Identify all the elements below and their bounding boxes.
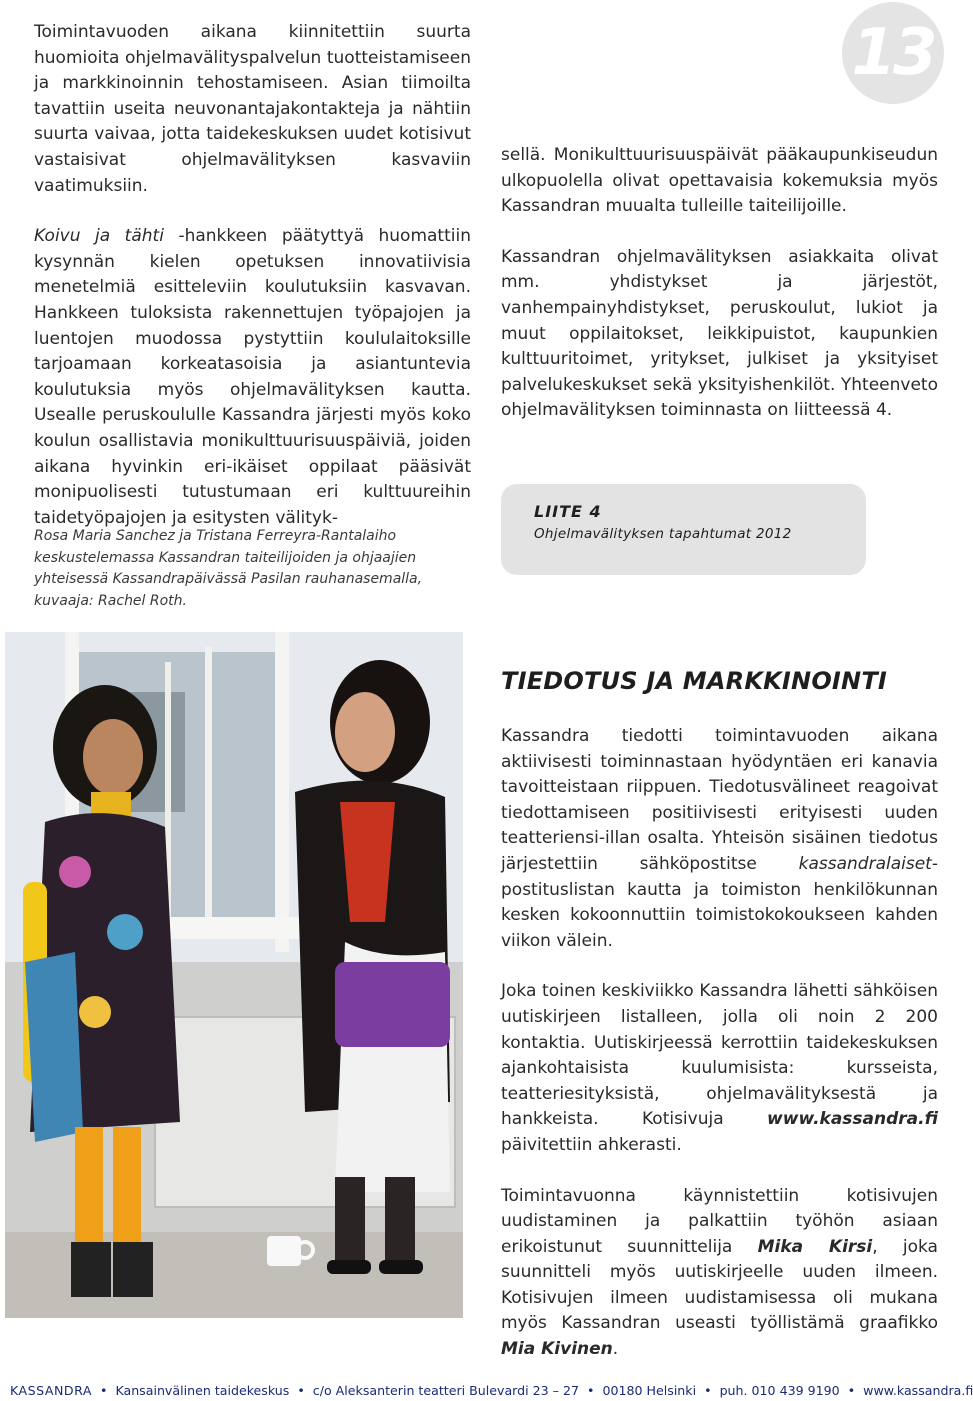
paragraph: [501, 979, 938, 1158]
right-column-top: [501, 143, 938, 424]
footer-separator: •: [297, 1383, 305, 1398]
footer-separator: •: [587, 1383, 595, 1398]
paragraph-text: -postituslistan kautta ja toimiston henkilökunnan kesken kokoonnuttiin toimistokokoukseen kahden viikon välein.: [501, 853, 938, 951]
caption-line: yhteisessä Kassandrapäivässä Pasilan rauhanasemalla,: [34, 571, 423, 587]
paragraph: Kassandran ohjelmavälityksen asiakkaita olivat mm. yhdistykset ja järjestöt, vanhempainyhdistykset, peruskoulut, lukiot ja muut oppilaitokset, leikkipuistot, kaupunkien kulttuuritoimet, yritykset, julkiset ja yksityiset palvelukeskukset sekä yksityishenkilöt. Yhteenveto ohjelmavälityksen toiminnasta on liitteessä 4.: [501, 246, 938, 421]
mailing-list-name: kassandralaiset: [798, 853, 932, 874]
paragraph: [501, 1184, 938, 1363]
appendix-box: [501, 484, 866, 575]
footer-separator: •: [704, 1383, 712, 1398]
appendix-subtitle: Ohjelmavälityksen tapahtumat 2012: [534, 526, 792, 542]
photo: [5, 632, 463, 1318]
paragraph: [501, 724, 938, 954]
paragraph-text: , joka suunnitteli myös uutiskirjeelle uuden ilmeen. Kotisivujen ilmeen uudistamisessa oli mukana myös Kassandran useasti työllistämä graafikko: [501, 1236, 938, 1334]
footer-separator: •: [99, 1383, 108, 1398]
caption-line: keskustelemassa Kassandran taiteilijoiden ja ohjaajien: [34, 549, 417, 566]
photo-illustration: [5, 632, 463, 1318]
photo-caption: [34, 526, 429, 612]
caption-line: kuvaaja: Rachel Roth.: [34, 592, 187, 609]
paragraph-text: Kassandra tiedotti toimintavuoden aikana aktiivisesti toiminnastaan hyödyntäen eri kanavia tavoitteistaan riippuen. Tiedotusvälineet reagoivat tiedottamiseen positiivisesti erityisesti uuden teatteriensi-illan osalta. Yhteisön sisäinen tiedotus järjestettiin sähköpostitse: [501, 726, 938, 874]
paragraph: Toimintavuoden aikana kiinnitettiin suurta huomioita ohjelmavälityspalvelun tuotteistamiseen ja markkinoinnin tehostamiseen. Asian tiimoilta tavattiin useita neuvonantajakontakteja ja nähtiin suurta vaivaa, jotta taidekeskuksen uudet kotisivut vastaisivat ohjelmavälityksen kasvaviin vaatimuksiin.: [34, 22, 471, 196]
website-link[interactable]: www.kassandra.fi: [767, 1109, 938, 1130]
paragraph-text: Joka toinen keskiviikko Kassandra lähetti sähköisen uutiskirjeen listalleen, jolla oli noin 2 200 kontaktia. Uutiskirjeessä kerrottiin taidekeskuksen ajankohtaisista kuulumisista: kursseista, teatteriesityksistä, ohjelmavälityksestä ja hankkeista. Kotisivuja: [501, 981, 938, 1130]
footer-website[interactable]: www.kassandra.fi: [863, 1383, 973, 1398]
page-number: 13: [842, 2, 944, 104]
paragraph-text: -hankkeen päätyttyä huomattiin kysynnän kielen opetuksen innovatiivisia menetelmiä esitteleviin koulutuksiin kasvavan. Hankkeen tuloksista rakennettujen työpajojen ja luentojen muodossa pystyttiin koululaitoksille tarjoamaan korkeatasoisia ja asiantuntevia koulutuksia myös ohjelmavälityksen kautta. Usealle peruskoululle Kassandra järjesti myös koko koulun osallistavia monikulttuurisuuspäiviä, joiden aikana hyvinkin eri-ikäiset oppilaat pääsivät monipuolisesti tutustumaan eri kulttuureihin taidetyöpajojen ja esitysten välityk-: [34, 226, 471, 528]
paragraph-text: .: [612, 1339, 619, 1360]
project-name: Koivu ja tähti: [34, 226, 164, 247]
person-name: Mika Kirsi: [757, 1236, 873, 1257]
footer-item: c/o Aleksanterin teatteri Bulevardi 23 – 27: [312, 1383, 579, 1398]
footer: [10, 1382, 973, 1400]
caption-line: Rosa Maria Sanchez ja Tristana Ferreyra-Rantalaiho: [34, 528, 397, 544]
paragraph: [34, 224, 471, 531]
person-name: Mia Kivinen: [501, 1339, 613, 1360]
footer-brand: KASSANDRA: [10, 1383, 92, 1398]
right-column-main: [501, 724, 938, 1363]
paragraph: sellä. Monikulttuurisuuspäivät pääkaupunkiseudun ulkopuolella olivat opettavaisia kokemuksia myös Kassandran muualta tulleille taiteilijoille.: [501, 145, 938, 217]
footer-item: Kansainvälinen taidekeskus: [115, 1383, 290, 1398]
footer-item: puh. 010 439 9190: [719, 1383, 840, 1398]
footer-item: 00180 Helsinki: [602, 1383, 697, 1398]
paragraph-text: Toimintavuonna käynnistettiin kotisivujen uudistaminen ja palkattiin työhön asiaan erikoistunut suunnittelija: [501, 1185, 938, 1257]
left-column: [34, 20, 471, 531]
footer-separator: •: [847, 1383, 856, 1398]
paragraph-text: päivitettiin ahkerasti.: [501, 1134, 682, 1155]
birch-trunk: [205, 647, 212, 922]
appendix-title: LIITE 4: [534, 502, 602, 521]
section-heading: TIEDOTUS JA MARKKINOINTI: [501, 667, 888, 695]
window-frame: [275, 632, 289, 952]
